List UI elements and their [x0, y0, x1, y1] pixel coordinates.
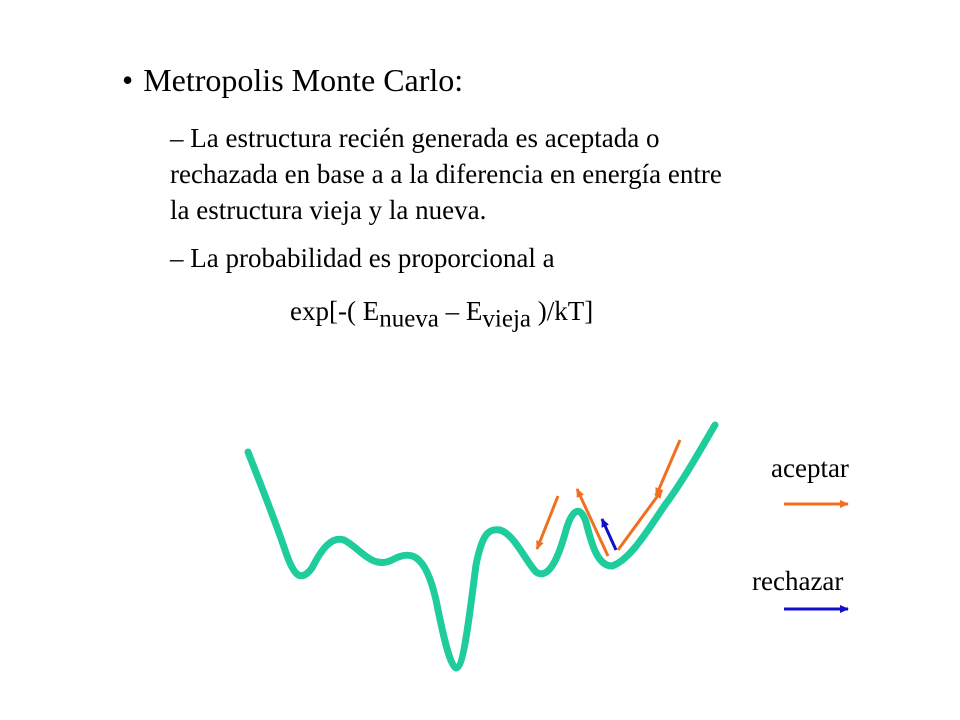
- formula-prefix: exp[-( E: [290, 296, 380, 326]
- formula-sub-nueva: nueva: [379, 305, 439, 333]
- energy-curve: [248, 425, 715, 668]
- formula-suffix: )/kT]: [531, 296, 594, 326]
- formula-sub-vieja: vieja: [482, 305, 531, 333]
- point-line: – La estructura recién generada es aceptada o: [170, 123, 660, 153]
- point-line: rechazada en base a a la diferencia en energía entre: [170, 159, 722, 189]
- legend-reject-label: rechazar: [752, 566, 844, 596]
- title-text: Metropolis Monte Carlo:: [143, 62, 464, 98]
- legend-accept-label: aceptar: [771, 453, 849, 483]
- bullet-marker: •: [122, 62, 134, 98]
- formula-middle: – E: [438, 296, 483, 326]
- point-line: la estructura vieja y la nueva.: [170, 195, 487, 225]
- trial-move-arrow-left-accept: [537, 496, 558, 549]
- point-line: – La probabilidad es proporcional a: [170, 243, 555, 273]
